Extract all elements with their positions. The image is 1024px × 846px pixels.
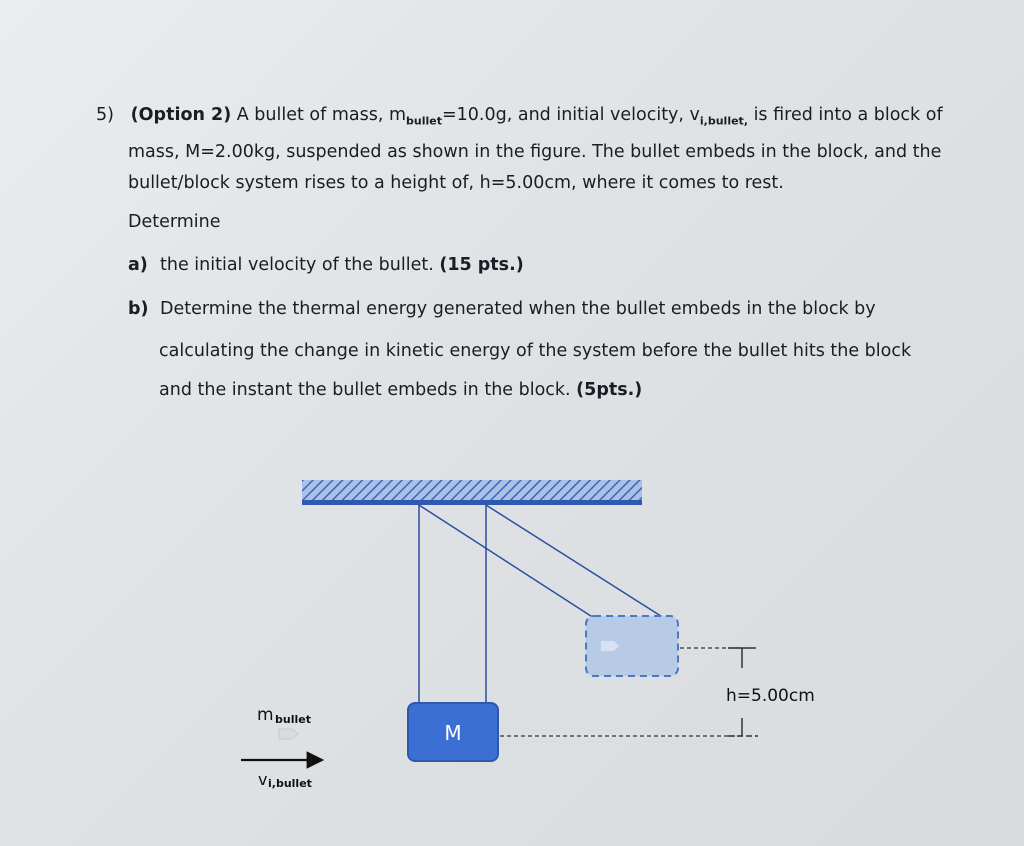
part-b-points: (5pts.) (576, 380, 643, 400)
problem-text-1c: is fired into a block of (748, 105, 943, 125)
mass-subscript: bullet (406, 114, 442, 128)
velocity-subscript: i,bullet, (699, 114, 748, 128)
option-label: (Option 2) (130, 105, 232, 125)
problem-text-1a: A bullet of mass, m (231, 105, 407, 125)
problem-line-2: mass, M=2.00kg, suspended as shown in the figure. The bullet embeds in the block, and the (128, 141, 942, 162)
raised-block (586, 616, 678, 676)
determine-heading: Determine (128, 212, 221, 232)
problem-text-1b: =10.0g, and initial velocity, v (441, 105, 700, 125)
part-a-points: (15 pts.) (439, 255, 524, 275)
ceiling-bar (302, 500, 642, 505)
ceiling-hatch (302, 480, 642, 502)
part-b-line-2: calculating the change in kinetic energy of the system before the bullet hits the block (159, 341, 912, 361)
part-b-line-1: Determine the thermal energy generated when the bullet embeds in the block by (160, 299, 876, 319)
velocity-label-v: v (258, 770, 268, 789)
problem-number: 5) (96, 105, 114, 125)
mass-label-m: m (257, 705, 274, 725)
problem-line-3: bullet/block system rises to a height of, h=5.00cm, where it comes to rest. (128, 172, 784, 193)
velocity-label-sub: i,bullet (268, 777, 312, 790)
part-a-label: a) (128, 255, 148, 275)
bullet-icon (279, 729, 298, 739)
mass-label-sub: bullet (275, 713, 311, 726)
part-b-line-3: and the instant the bullet embeds in the block. (159, 380, 577, 400)
part-a-text: the initial velocity of the bullet. (160, 255, 440, 275)
string-raised-right (486, 505, 664, 618)
block-m-label: M (444, 721, 462, 745)
part-b-label: b) (128, 299, 149, 319)
string-raised-left (419, 505, 594, 618)
height-label: h=5.00cm (726, 686, 815, 706)
